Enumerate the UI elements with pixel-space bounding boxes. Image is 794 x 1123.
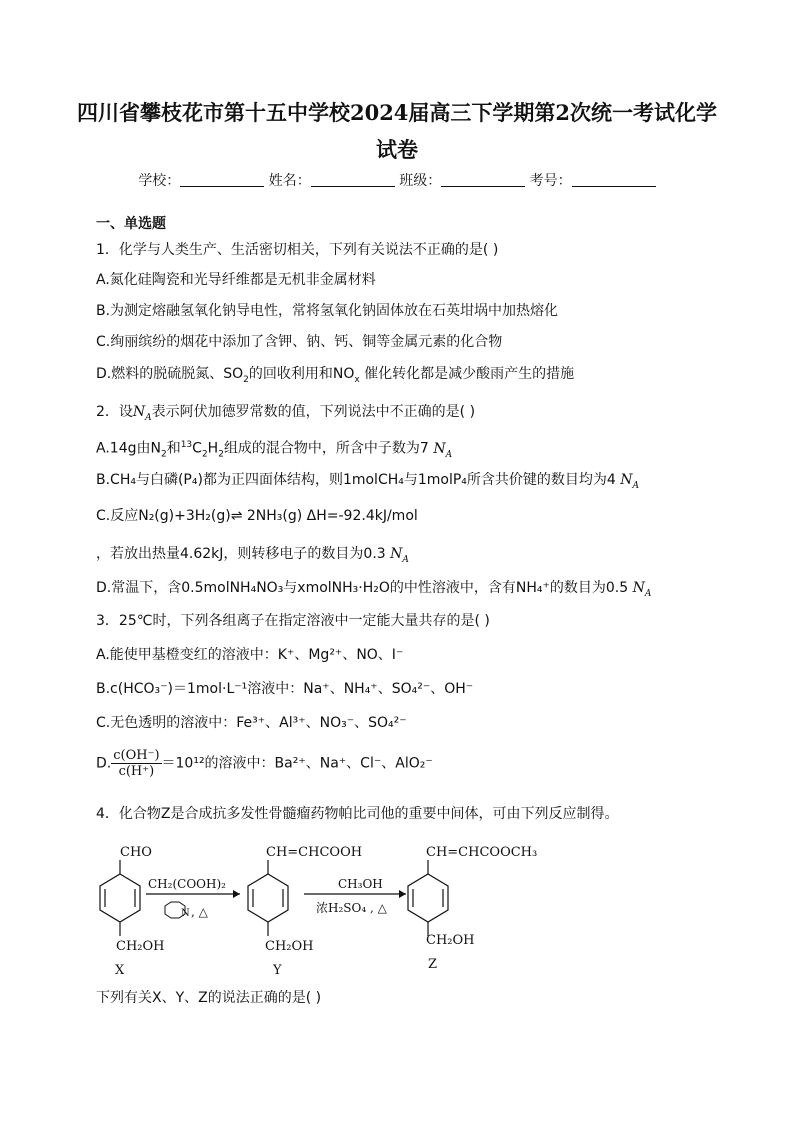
q2-c2-text: ，若放出热量4.62kJ，则转移电子的数目为0.3	[96, 546, 386, 562]
na-symbol: $N_A$	[433, 440, 453, 460]
page-title: 四川省攀枝花市第十五中学校2024届高三下学期第2次统一考试化学	[76, 100, 718, 125]
name-blank[interactable]	[311, 172, 395, 187]
q1-stem: 1．化学与人类生产、生活密切相关，下列有关说法不正确的是( )	[96, 242, 499, 258]
y-top-group: CH=CHCOOH	[266, 845, 363, 860]
z-bottom-group: CH₂OH	[426, 933, 475, 948]
compound-z	[408, 845, 537, 972]
school-blank[interactable]	[180, 172, 264, 187]
q2-a-mid: 和	[166, 440, 181, 457]
q2-option-d	[96, 578, 754, 604]
reaction-scheme	[90, 836, 550, 981]
na-symbol: $N_A$	[620, 472, 640, 491]
x-bottom-group: CH₂OH	[116, 939, 165, 954]
fraction-denominator: c(H⁺)	[118, 764, 155, 779]
reagent-1-bottom: , △	[191, 905, 208, 919]
q3-d-fraction	[111, 748, 161, 779]
section-heading: 一、单选题	[96, 216, 166, 232]
compound-x	[100, 845, 165, 978]
q2-stem-post: 表示阿伏加德罗常数的值，下列说法中不正确的是( )	[151, 404, 476, 420]
fraction-numerator: c(OH⁻)	[113, 748, 160, 763]
q3-option-b: B.c(HCO₃⁻)＝1mol·L⁻¹溶液中：Na⁺、NH₄⁺、SO₄²⁻、OH⁻	[96, 681, 474, 697]
y-bottom-group: CH₂OH	[265, 939, 314, 954]
q4-stem: 4．化合物Z是合成抗多发性骨髓瘤药物帕比司他的重要中间体，可由下列反应制得。	[96, 806, 619, 822]
reagent-2-bottom: 浓H₂SO₄ , △	[316, 901, 387, 915]
student-info	[0, 170, 794, 190]
number-label: 考号：	[529, 173, 572, 189]
q1-option-d: D.燃料的脱硫脱氮、$SO_2$的回收利用和$NO_x$ 催化转化都是减少酸雨产生的措施	[96, 366, 575, 385]
q2-option-c-cont	[96, 544, 754, 570]
class-label: 班级：	[399, 173, 442, 189]
q1-d-pre: D.燃料的脱硫脱氮、	[96, 366, 224, 382]
q2-b-text: B.CH₄与白磷(P₄)都为正四面体结构，则1molCH₄与1molP₄所含共价键的数目均为4	[96, 472, 616, 488]
q3-option-d	[96, 748, 754, 779]
y-label: Y	[273, 963, 282, 978]
q4-followup: 下列有关X、Y、Z的说法正确的是( )	[96, 990, 322, 1006]
number-blank[interactable]	[572, 172, 656, 187]
q1-d-post: 催化转化都是减少酸雨产生的措施	[364, 366, 575, 382]
q3-d-pre: D.	[96, 755, 112, 772]
q1-option-a: A.氮化硅陶瓷和光导纤维都是无机非金属材料	[96, 272, 376, 288]
reaction-arrow-1	[146, 877, 240, 919]
name-label: 姓名：	[268, 173, 311, 189]
reagent-1-top: CH₂(COOH)₂	[148, 877, 226, 891]
z-label: Z	[428, 957, 438, 972]
pyridine-n: N	[181, 908, 190, 919]
q1-d-mid: 的回收利用和	[248, 366, 333, 382]
reaction-arrow-2	[304, 877, 406, 915]
q1-option-b: B.为测定熔融氢氧化钠导电性，常将氢氧化钠固体放在石英坩埚中加热熔化	[96, 303, 559, 319]
q2-stem	[96, 402, 754, 428]
q3-option-c: C.无色透明的溶液中：Fe³⁺、Al³⁺、NO₃⁻、SO₄²⁻	[96, 715, 407, 731]
na-symbol: $N_A$	[390, 546, 409, 565]
page-title-line2: 试卷	[376, 137, 418, 162]
q1-option-c: C.绚丽缤纷的烟花中添加了含钾、钠、钙、铜等金属元素的化合物	[96, 334, 503, 350]
q3-d-post: ＝10¹²的溶液中：Ba²⁺、Na⁺、Cl⁻、AlO₂⁻	[161, 755, 433, 772]
q2-option-c: C.反应N₂(g)+3H₂(g)⇌ 2NH₃(g) ΔH=-92.4kJ/mol	[96, 508, 418, 524]
q2-stem-pre: 2．设	[96, 404, 133, 420]
q2-a-pre: A.14g由N	[96, 440, 161, 457]
x-top-group: CHO	[120, 845, 152, 860]
na-symbol: $N_A$	[632, 580, 652, 599]
school-label: 学校：	[138, 173, 181, 189]
na-symbol: $N_A$	[132, 404, 152, 423]
z-top-group: CH=CHCOOCH₃	[426, 845, 538, 860]
q3-stem: 3．25℃时，下列各组离子在指定溶液中一定能大量共存的是( )	[96, 613, 490, 629]
x-label: X	[115, 963, 125, 978]
q2-option-b	[96, 470, 754, 496]
q2-a-mid2: 组成的混合物中，所含中子数为7	[223, 440, 429, 457]
q2-option-a: A.14g由$N_2$和$^{13}C_2H_2$组成的混合物中，所含中子数为7 $N_A$	[96, 440, 453, 460]
class-blank[interactable]	[441, 172, 525, 187]
q3-option-a: A.能使甲基橙变红的溶液中：K⁺、Mg²⁺、NO、I⁻	[96, 647, 404, 663]
q2-d-text: D.常温下，含0.5molNH₄NO₃与xmolNH₃·H₂O的中性溶液中，含有NH₄⁺的数目为0.5	[96, 580, 629, 596]
reagent-2-top: CH₃OH	[338, 877, 383, 891]
